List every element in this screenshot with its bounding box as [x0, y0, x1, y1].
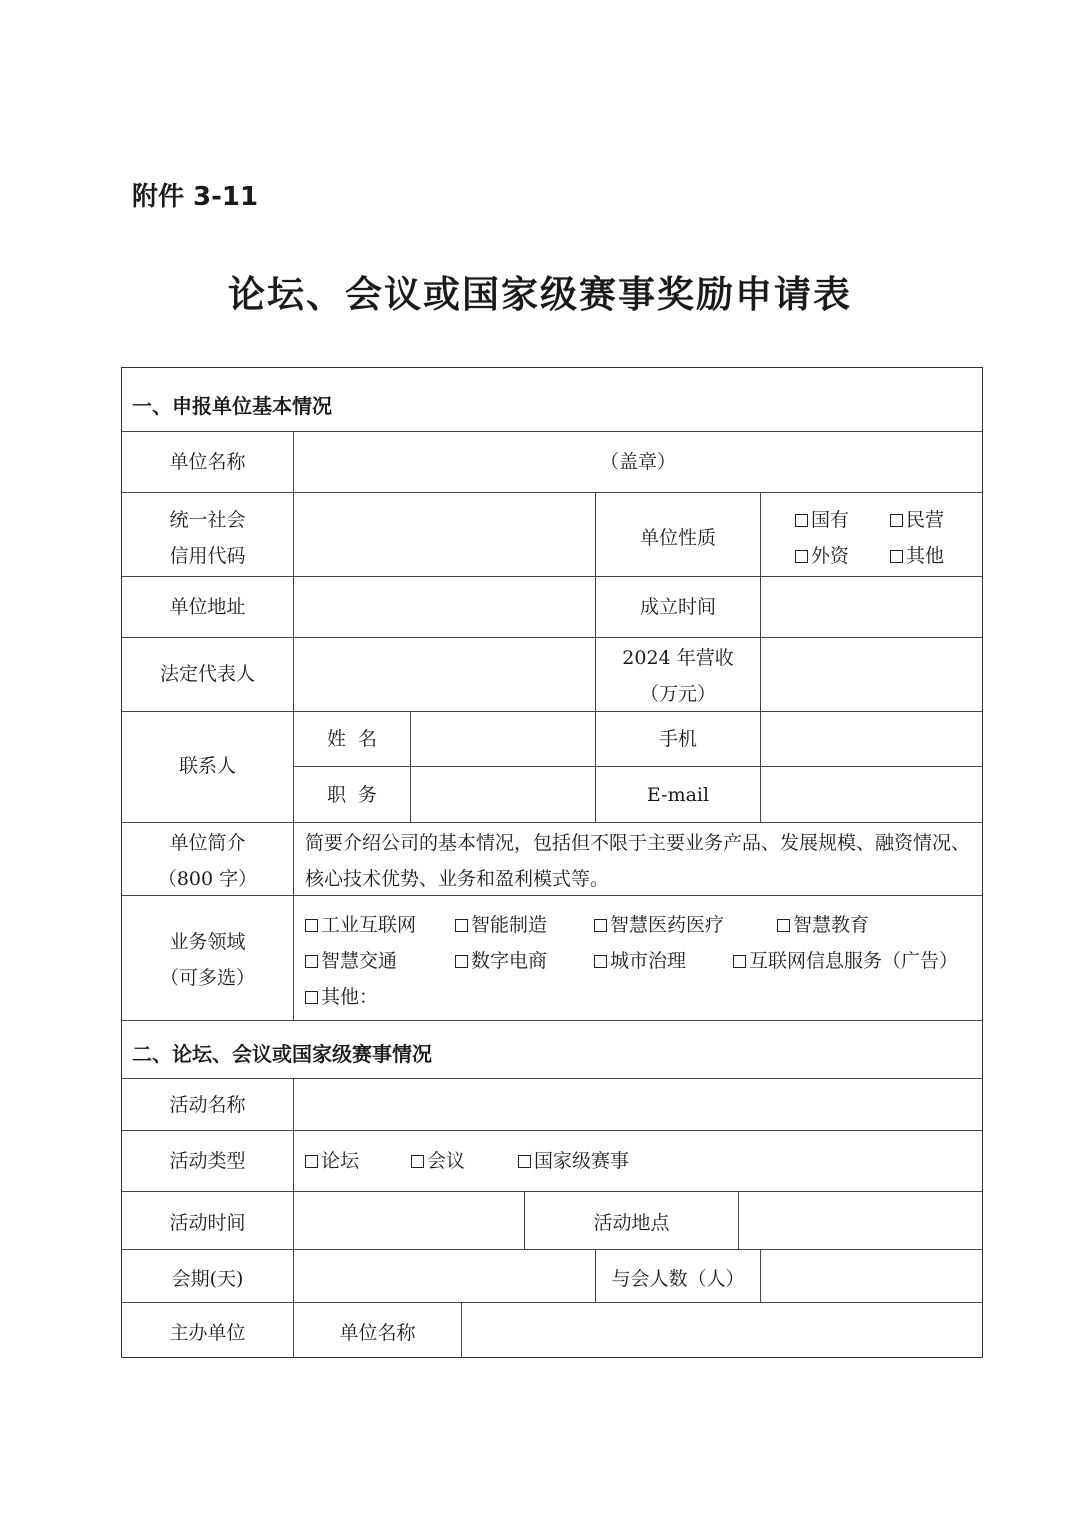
- row-divider: [122, 1249, 982, 1250]
- row-divider: [122, 431, 982, 432]
- intro-text: 简要介绍公司的基本情况，包括但不限于主要业务产品、发展规模、融资情况、核心技术优势、业务和盈利模式等。: [305, 832, 971, 890]
- address-label: 单位地址: [169, 596, 246, 618]
- field-label-line1: 业务领域: [169, 931, 246, 953]
- activity-type-label: 活动类型: [169, 1150, 246, 1172]
- checkbox-icon: [455, 955, 468, 968]
- field-option-industrial-internet[interactable]: 工业互联网: [305, 913, 416, 937]
- checkbox-icon: [518, 1155, 531, 1168]
- col-divider: [410, 711, 411, 822]
- row-divider: [122, 1020, 982, 1021]
- attendees-label: 与会人数（人）: [611, 1268, 745, 1290]
- position-label: 职 务: [326, 784, 378, 806]
- row-divider: [122, 637, 982, 638]
- checkbox-icon: [305, 919, 318, 932]
- checkbox-icon: [305, 1155, 318, 1168]
- row-divider: [293, 766, 982, 767]
- field-option-internet-info-service[interactable]: 互联网信息服务（广告）: [733, 949, 958, 973]
- legal-rep-label: 法定代表人: [159, 663, 255, 685]
- contact-label: 联系人: [178, 755, 236, 777]
- nature-option-foreign[interactable]: 外资: [795, 544, 849, 568]
- checkbox-icon: [594, 919, 607, 932]
- field-option-smart-transport[interactable]: 智慧交通: [305, 949, 397, 973]
- email-label: E-mail: [646, 784, 710, 806]
- checkbox-icon: [305, 955, 318, 968]
- host-label: 主办单位: [169, 1322, 246, 1344]
- revenue-label-line2: （万元）: [639, 683, 716, 705]
- seal-note: （盖章）: [599, 451, 676, 473]
- field-option-smart-manufacturing[interactable]: 智能制造: [455, 913, 547, 937]
- intro-label-line1: 单位简介: [169, 832, 246, 854]
- founded-label: 成立时间: [639, 596, 716, 618]
- row-divider: [122, 822, 982, 823]
- application-form: [121, 367, 983, 1358]
- checkbox-icon: [890, 550, 903, 563]
- activity-name-label: 活动名称: [169, 1094, 246, 1116]
- activity-place-label: 活动地点: [593, 1212, 670, 1234]
- row-divider: [122, 711, 982, 712]
- contact-name-label: 姓 名: [326, 728, 378, 750]
- col-divider: [738, 1191, 739, 1249]
- nature-option-private[interactable]: 民营: [890, 508, 944, 532]
- col-divider: [760, 1249, 761, 1302]
- field-option-city-governance[interactable]: 城市治理: [594, 949, 686, 973]
- checkbox-icon: [795, 550, 808, 563]
- section-heading: 二、论坛、会议或国家级赛事情况: [132, 1042, 432, 1066]
- checkbox-icon: [890, 514, 903, 527]
- form-title: 论坛、会议或国家级赛事奖励申请表: [228, 273, 852, 316]
- activity-type-meeting[interactable]: 会议: [411, 1149, 465, 1173]
- row-divider: [122, 576, 982, 577]
- unit-name-label: 单位名称: [169, 451, 246, 473]
- field-option-other[interactable]: 其他：: [305, 985, 378, 1009]
- row-divider: [122, 1302, 982, 1303]
- nature-option-other[interactable]: 其他: [890, 544, 944, 568]
- checkbox-icon: [795, 514, 808, 527]
- intro-label-line2: （800 字）: [157, 868, 258, 890]
- field-option-smart-education[interactable]: 智慧教育: [777, 913, 869, 937]
- row-divider: [122, 492, 982, 493]
- nature-option-state[interactable]: 国有: [795, 508, 849, 532]
- checkbox-icon: [411, 1155, 424, 1168]
- field-option-digital-ecommerce[interactable]: 数字电商: [455, 949, 547, 973]
- activity-type-forum[interactable]: 论坛: [305, 1149, 359, 1173]
- field-label-line2: （可多选）: [159, 967, 255, 989]
- activity-type-national-competition[interactable]: 国家级赛事: [518, 1149, 629, 1173]
- credit-code-label-line2: 信用代码: [169, 545, 246, 567]
- attachment-label: 附件 3-11: [132, 182, 259, 212]
- host-name-label: 单位名称: [339, 1322, 416, 1344]
- row-divider: [122, 1078, 982, 1079]
- activity-time-label: 活动时间: [169, 1212, 246, 1234]
- revenue-label-line1: 2024 年营收: [622, 647, 734, 669]
- field-option-smart-medicine[interactable]: 智慧医药医疗: [594, 913, 724, 937]
- checkbox-icon: [594, 955, 607, 968]
- unit-nature-label: 单位性质: [639, 527, 716, 549]
- checkbox-icon: [733, 955, 746, 968]
- phone-label: 手机: [658, 728, 697, 750]
- duration-label: 会期(天): [171, 1268, 244, 1290]
- row-divider: [122, 1191, 982, 1192]
- credit-code-label-line1: 统一社会: [169, 509, 246, 531]
- checkbox-icon: [777, 919, 790, 932]
- checkbox-icon: [305, 991, 318, 1004]
- checkbox-icon: [455, 919, 468, 932]
- row-divider: [122, 1130, 982, 1131]
- col-divider: [760, 492, 761, 822]
- section-heading: 一、申报单位基本情况: [132, 394, 332, 418]
- col-divider: [461, 1302, 462, 1357]
